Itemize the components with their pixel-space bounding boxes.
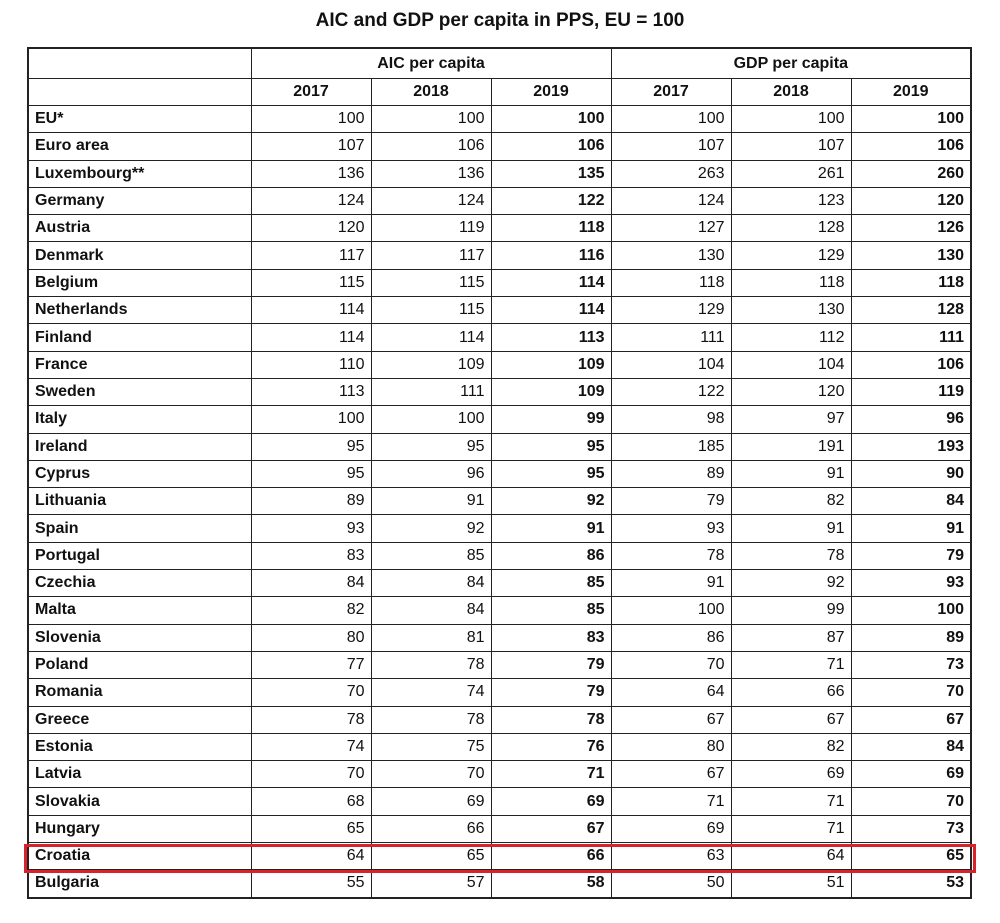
- country-cell: Czechia: [28, 570, 251, 597]
- aic-value-cell: 78: [371, 651, 491, 678]
- aic-value-cell: 95: [371, 433, 491, 460]
- table-row: [28, 406, 971, 433]
- aic-value-cell: 89: [251, 488, 371, 515]
- aic-value-cell: 95: [251, 433, 371, 460]
- gdp-value-cell: 193: [851, 433, 971, 460]
- aic-value-cell: 69: [491, 788, 611, 815]
- table-row: [28, 761, 971, 788]
- gdp-year-header: 2018: [731, 79, 851, 106]
- gdp-value-cell: 111: [851, 324, 971, 351]
- gdp-group-header: GDP per capita: [611, 48, 971, 79]
- corner-header: [28, 48, 251, 79]
- aic-value-cell: 135: [491, 160, 611, 187]
- gdp-value-cell: 130: [731, 297, 851, 324]
- gdp-value-cell: 71: [731, 788, 851, 815]
- table-row: [28, 788, 971, 815]
- table-row: [28, 597, 971, 624]
- gdp-value-cell: 191: [731, 433, 851, 460]
- aic-value-cell: 106: [491, 133, 611, 160]
- aic-value-cell: 95: [491, 460, 611, 487]
- gdp-value-cell: 106: [851, 351, 971, 378]
- aic-value-cell: 114: [251, 324, 371, 351]
- table-row: [28, 870, 971, 898]
- gdp-value-cell: 126: [851, 215, 971, 242]
- gdp-value-cell: 73: [851, 651, 971, 678]
- country-cell: Slovenia: [28, 624, 251, 651]
- gdp-value-cell: 71: [731, 815, 851, 842]
- aic-value-cell: 99: [491, 406, 611, 433]
- gdp-value-cell: 124: [611, 187, 731, 214]
- gdp-value-cell: 118: [611, 269, 731, 296]
- aic-value-cell: 124: [251, 187, 371, 214]
- gdp-value-cell: 70: [851, 788, 971, 815]
- country-cell: Lithuania: [28, 488, 251, 515]
- gdp-value-cell: 260: [851, 160, 971, 187]
- gdp-value-cell: 122: [611, 378, 731, 405]
- gdp-value-cell: 118: [731, 269, 851, 296]
- gdp-value-cell: 100: [611, 106, 731, 133]
- gdp-value-cell: 84: [851, 733, 971, 760]
- gdp-value-cell: 130: [611, 242, 731, 269]
- table-row: [28, 297, 971, 324]
- table-title: AIC and GDP per capita in PPS, EU = 100: [315, 10, 685, 31]
- aic-group-header: AIC per capita: [251, 48, 611, 79]
- gdp-value-cell: 69: [851, 761, 971, 788]
- aic-value-cell: 122: [491, 187, 611, 214]
- country-cell: Sweden: [28, 378, 251, 405]
- table-row: [28, 106, 971, 133]
- gdp-value-cell: 97: [731, 406, 851, 433]
- gdp-value-cell: 93: [851, 570, 971, 597]
- aic-value-cell: 96: [371, 460, 491, 487]
- aic-value-cell: 111: [371, 378, 491, 405]
- gdp-value-cell: 82: [731, 733, 851, 760]
- aic-value-cell: 119: [371, 215, 491, 242]
- gdp-value-cell: 96: [851, 406, 971, 433]
- aic-value-cell: 100: [251, 106, 371, 133]
- aic-value-cell: 76: [491, 733, 611, 760]
- gdp-value-cell: 67: [611, 761, 731, 788]
- gdp-value-cell: 107: [731, 133, 851, 160]
- gdp-value-cell: 118: [851, 269, 971, 296]
- aic-value-cell: 66: [371, 815, 491, 842]
- country-cell: Germany: [28, 187, 251, 214]
- gdp-value-cell: 80: [611, 733, 731, 760]
- aic-value-cell: 82: [251, 597, 371, 624]
- country-cell: Poland: [28, 651, 251, 678]
- country-cell: Latvia: [28, 761, 251, 788]
- aic-gdp-table: [27, 47, 972, 899]
- gdp-value-cell: 70: [851, 679, 971, 706]
- country-cell: Finland: [28, 324, 251, 351]
- gdp-value-cell: 100: [851, 597, 971, 624]
- aic-value-cell: 57: [371, 870, 491, 898]
- aic-value-cell: 114: [491, 269, 611, 296]
- table-row: [28, 378, 971, 405]
- gdp-value-cell: 71: [611, 788, 731, 815]
- gdp-value-cell: 78: [611, 542, 731, 569]
- aic-value-cell: 70: [251, 761, 371, 788]
- gdp-value-cell: 130: [851, 242, 971, 269]
- aic-value-cell: 100: [371, 106, 491, 133]
- aic-value-cell: 79: [491, 651, 611, 678]
- country-cell: Spain: [28, 515, 251, 542]
- gdp-value-cell: 64: [611, 679, 731, 706]
- aic-value-cell: 69: [371, 788, 491, 815]
- country-cell: Belgium: [28, 269, 251, 296]
- gdp-value-cell: 67: [611, 706, 731, 733]
- gdp-value-cell: 185: [611, 433, 731, 460]
- country-cell: Croatia: [28, 843, 251, 870]
- gdp-value-cell: 53: [851, 870, 971, 898]
- gdp-value-cell: 84: [851, 488, 971, 515]
- gdp-value-cell: 98: [611, 406, 731, 433]
- aic-value-cell: 78: [251, 706, 371, 733]
- aic-value-cell: 83: [491, 624, 611, 651]
- gdp-year-header: 2017: [611, 79, 731, 106]
- gdp-value-cell: 89: [611, 460, 731, 487]
- gdp-value-cell: 82: [731, 488, 851, 515]
- gdp-value-cell: 111: [611, 324, 731, 351]
- gdp-value-cell: 67: [851, 706, 971, 733]
- gdp-value-cell: 129: [611, 297, 731, 324]
- table-row: [28, 815, 971, 842]
- table-row: [28, 733, 971, 760]
- gdp-value-cell: 120: [851, 187, 971, 214]
- aic-value-cell: 100: [251, 406, 371, 433]
- gdp-value-cell: 87: [731, 624, 851, 651]
- gdp-value-cell: 91: [731, 460, 851, 487]
- aic-year-header: 2018: [371, 79, 491, 106]
- gdp-value-cell: 263: [611, 160, 731, 187]
- gdp-value-cell: 67: [731, 706, 851, 733]
- aic-value-cell: 78: [491, 706, 611, 733]
- aic-value-cell: 114: [251, 297, 371, 324]
- aic-value-cell: 92: [371, 515, 491, 542]
- country-cell: Netherlands: [28, 297, 251, 324]
- table-row: [28, 515, 971, 542]
- aic-value-cell: 117: [251, 242, 371, 269]
- aic-value-cell: 70: [251, 679, 371, 706]
- aic-value-cell: 74: [251, 733, 371, 760]
- gdp-value-cell: 91: [851, 515, 971, 542]
- aic-value-cell: 84: [371, 570, 491, 597]
- aic-value-cell: 71: [491, 761, 611, 788]
- gdp-value-cell: 92: [731, 570, 851, 597]
- gdp-value-cell: 91: [611, 570, 731, 597]
- aic-value-cell: 100: [491, 106, 611, 133]
- gdp-value-cell: 89: [851, 624, 971, 651]
- country-cell: Bulgaria: [28, 870, 251, 898]
- gdp-value-cell: 128: [731, 215, 851, 242]
- country-cell: Cyprus: [28, 460, 251, 487]
- aic-value-cell: 67: [491, 815, 611, 842]
- table-row: [28, 679, 971, 706]
- country-cell: Austria: [28, 215, 251, 242]
- table-row: [28, 433, 971, 460]
- gdp-value-cell: 104: [731, 351, 851, 378]
- country-cell: Malta: [28, 597, 251, 624]
- gdp-value-cell: 69: [611, 815, 731, 842]
- aic-value-cell: 81: [371, 624, 491, 651]
- aic-value-cell: 109: [491, 378, 611, 405]
- gdp-value-cell: 70: [611, 651, 731, 678]
- gdp-value-cell: 51: [731, 870, 851, 898]
- table-row: [28, 488, 971, 515]
- gdp-value-cell: 90: [851, 460, 971, 487]
- gdp-value-cell: 112: [731, 324, 851, 351]
- gdp-value-cell: 99: [731, 597, 851, 624]
- country-cell: Luxembourg**: [28, 160, 251, 187]
- gdp-value-cell: 127: [611, 215, 731, 242]
- aic-value-cell: 65: [371, 843, 491, 870]
- country-cell: Hungary: [28, 815, 251, 842]
- aic-value-cell: 109: [371, 351, 491, 378]
- gdp-value-cell: 66: [731, 679, 851, 706]
- aic-value-cell: 113: [491, 324, 611, 351]
- aic-value-cell: 114: [491, 297, 611, 324]
- aic-value-cell: 118: [491, 215, 611, 242]
- aic-value-cell: 55: [251, 870, 371, 898]
- gdp-value-cell: 100: [611, 597, 731, 624]
- aic-value-cell: 74: [371, 679, 491, 706]
- table-row: [28, 624, 971, 651]
- table-row: [28, 215, 971, 242]
- table-row: [28, 269, 971, 296]
- country-cell: Euro area: [28, 133, 251, 160]
- table-row: [28, 706, 971, 733]
- aic-value-cell: 80: [251, 624, 371, 651]
- aic-value-cell: 64: [251, 843, 371, 870]
- aic-year-header: 2019: [491, 79, 611, 106]
- gdp-year-header: 2019: [851, 79, 971, 106]
- gdp-value-cell: 120: [731, 378, 851, 405]
- gdp-value-cell: 107: [611, 133, 731, 160]
- country-cell: Denmark: [28, 242, 251, 269]
- table-row: [28, 160, 971, 187]
- gdp-value-cell: 73: [851, 815, 971, 842]
- aic-value-cell: 58: [491, 870, 611, 898]
- corner-header-sub: [28, 79, 251, 106]
- gdp-value-cell: 93: [611, 515, 731, 542]
- aic-value-cell: 136: [371, 160, 491, 187]
- country-cell: Slovakia: [28, 788, 251, 815]
- gdp-value-cell: 119: [851, 378, 971, 405]
- aic-value-cell: 68: [251, 788, 371, 815]
- gdp-value-cell: 50: [611, 870, 731, 898]
- aic-year-header: 2017: [251, 79, 371, 106]
- table-row: [28, 843, 971, 870]
- table-row: [28, 651, 971, 678]
- gdp-value-cell: 86: [611, 624, 731, 651]
- aic-value-cell: 92: [491, 488, 611, 515]
- gdp-value-cell: 64: [731, 843, 851, 870]
- aic-value-cell: 115: [371, 297, 491, 324]
- table-row: [28, 570, 971, 597]
- aic-value-cell: 84: [251, 570, 371, 597]
- aic-value-cell: 95: [491, 433, 611, 460]
- aic-value-cell: 124: [371, 187, 491, 214]
- gdp-value-cell: 65: [851, 843, 971, 870]
- country-cell: EU*: [28, 106, 251, 133]
- gdp-value-cell: 261: [731, 160, 851, 187]
- aic-value-cell: 95: [251, 460, 371, 487]
- gdp-value-cell: 69: [731, 761, 851, 788]
- aic-value-cell: 75: [371, 733, 491, 760]
- gdp-value-cell: 128: [851, 297, 971, 324]
- gdp-value-cell: 79: [851, 542, 971, 569]
- table-row: [28, 133, 971, 160]
- aic-value-cell: 65: [251, 815, 371, 842]
- country-cell: France: [28, 351, 251, 378]
- aic-value-cell: 116: [491, 242, 611, 269]
- aic-value-cell: 113: [251, 378, 371, 405]
- aic-value-cell: 100: [371, 406, 491, 433]
- aic-value-cell: 91: [371, 488, 491, 515]
- table-row: [28, 324, 971, 351]
- aic-value-cell: 93: [251, 515, 371, 542]
- aic-value-cell: 136: [251, 160, 371, 187]
- table-row: [28, 542, 971, 569]
- aic-value-cell: 91: [491, 515, 611, 542]
- table-row: [28, 460, 971, 487]
- aic-value-cell: 85: [491, 570, 611, 597]
- aic-value-cell: 66: [491, 843, 611, 870]
- aic-value-cell: 77: [251, 651, 371, 678]
- aic-value-cell: 117: [371, 242, 491, 269]
- table-row: [28, 242, 971, 269]
- aic-value-cell: 86: [491, 542, 611, 569]
- gdp-value-cell: 91: [731, 515, 851, 542]
- gdp-value-cell: 129: [731, 242, 851, 269]
- country-cell: Romania: [28, 679, 251, 706]
- gdp-value-cell: 106: [851, 133, 971, 160]
- aic-value-cell: 84: [371, 597, 491, 624]
- gdp-value-cell: 63: [611, 843, 731, 870]
- country-cell: Portugal: [28, 542, 251, 569]
- aic-value-cell: 78: [371, 706, 491, 733]
- aic-value-cell: 79: [491, 679, 611, 706]
- aic-value-cell: 85: [491, 597, 611, 624]
- country-cell: Ireland: [28, 433, 251, 460]
- aic-value-cell: 109: [491, 351, 611, 378]
- gdp-value-cell: 123: [731, 187, 851, 214]
- aic-value-cell: 106: [371, 133, 491, 160]
- aic-value-cell: 120: [251, 215, 371, 242]
- gdp-value-cell: 79: [611, 488, 731, 515]
- aic-value-cell: 70: [371, 761, 491, 788]
- aic-value-cell: 114: [371, 324, 491, 351]
- gdp-value-cell: 100: [851, 106, 971, 133]
- aic-value-cell: 107: [251, 133, 371, 160]
- aic-value-cell: 83: [251, 542, 371, 569]
- aic-value-cell: 110: [251, 351, 371, 378]
- table-row: [28, 187, 971, 214]
- gdp-value-cell: 71: [731, 651, 851, 678]
- country-cell: Italy: [28, 406, 251, 433]
- gdp-value-cell: 78: [731, 542, 851, 569]
- aic-value-cell: 115: [371, 269, 491, 296]
- table-row: [28, 351, 971, 378]
- gdp-value-cell: 100: [731, 106, 851, 133]
- aic-value-cell: 85: [371, 542, 491, 569]
- gdp-value-cell: 104: [611, 351, 731, 378]
- aic-value-cell: 115: [251, 269, 371, 296]
- country-cell: Greece: [28, 706, 251, 733]
- country-cell: Estonia: [28, 733, 251, 760]
